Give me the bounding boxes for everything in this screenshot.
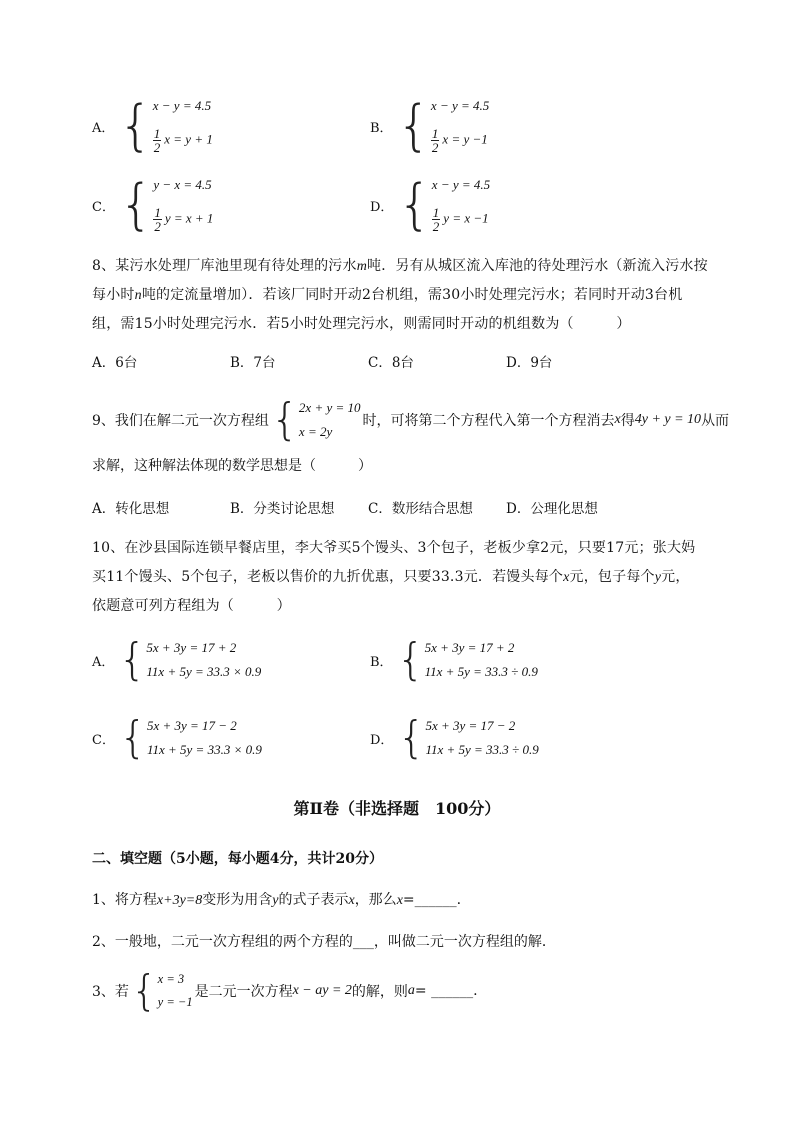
question-10: 10、在沙县国际连锁早餐店里，李大爷买5个馒头、3个包子，老板少拿2元，只要17元；张大妈 买11个馒头、5个包子，老板以售价的九折优惠，只要33.3元．若馒头每个x元，包子每个y元， 依题意可列方程组为（ ） bbox=[92, 540, 696, 614]
equation-system: { 5x + 3y = 17 − 2 11x + 5y = 33.3 × 0.9 bbox=[118, 712, 262, 763]
q7-option-c bbox=[92, 173, 214, 236]
q9-choices bbox=[92, 497, 598, 517]
fraction: $\frac{1}{2}$ bbox=[431, 126, 439, 155]
q10-option-a bbox=[92, 634, 262, 685]
brace-icon: { bbox=[396, 94, 431, 157]
option-label: C． bbox=[92, 732, 115, 748]
equation-line-1: x − y = 4.5 bbox=[430, 98, 490, 113]
equation-system: { 2x + y = 10 x = 2y bbox=[270, 394, 361, 445]
choice-a: A．转化思想 bbox=[92, 501, 170, 517]
brace-icon: { bbox=[118, 94, 153, 157]
option-label: D． bbox=[370, 732, 394, 748]
fill-question-3: 3、若 { x = 3 y = −1 是二元一次方程 x − ay = 2 的解，则 a = ______. bbox=[92, 966, 478, 1015]
q8-choices bbox=[92, 351, 552, 371]
fill-question-2: 2、一般地，二元一次方程组的两个方程的___，叫做二元一次方程组的解． bbox=[92, 934, 556, 950]
brace-icon: { bbox=[397, 712, 426, 763]
option-label: A． bbox=[92, 120, 115, 136]
q10-option-b bbox=[370, 634, 538, 685]
equation-line-2: y = x −1 bbox=[443, 210, 489, 226]
q10-option-d bbox=[370, 712, 539, 763]
brace-icon: { bbox=[118, 173, 154, 236]
fraction: $\frac{1}{2}$ bbox=[432, 205, 440, 234]
choice-a: A．6台 bbox=[92, 355, 138, 371]
choice-d: D．9台 bbox=[506, 355, 553, 371]
section-heading: 二、填空题（5小题，每小题4分，共计20分） bbox=[92, 851, 383, 867]
q7-option-b bbox=[370, 94, 490, 157]
brace-icon: { bbox=[118, 712, 147, 763]
option-label: B． bbox=[370, 654, 393, 670]
fraction: $\frac{1}{2}$ bbox=[153, 126, 161, 155]
equation-system: { 5x + 3y = 17 + 2 11x + 5y = 33.3 × 0.9 bbox=[118, 634, 262, 685]
equation-line-2: y = x + 1 bbox=[164, 210, 214, 226]
equation-line-2: x = y −1 bbox=[442, 131, 488, 147]
option-label: D． bbox=[370, 199, 394, 215]
equation-system bbox=[118, 94, 213, 157]
choice-c: C．数形结合思想 bbox=[368, 501, 473, 517]
option-label: A． bbox=[92, 654, 115, 670]
question-8: 8、某污水处理厂库池里现有待处理的污水m吨．另有从城区流入库池的待处理污水（新流入污水按 每小时n吨的定流量增加）．若该厂同时开动2台机组，需30小时处理完污水；若同时开动3台机 组，需15小时处理完污水．若5小时处理完污水，则需同时开动的机组数为（ ） bbox=[92, 258, 708, 332]
brace-icon: { bbox=[118, 634, 147, 685]
section-title: 第Ⅱ卷（非选择题 100分） bbox=[293, 799, 501, 818]
equation-system bbox=[118, 173, 214, 236]
brace-icon: { bbox=[270, 394, 299, 445]
equation-line-1: x − y = 4.5 bbox=[431, 177, 491, 192]
equation-line-2: x = y + 1 bbox=[164, 131, 213, 147]
brace-icon: { bbox=[397, 173, 432, 236]
brace-icon: { bbox=[396, 634, 425, 685]
choice-b: B．7台 bbox=[230, 355, 276, 371]
q10-option-c bbox=[92, 712, 262, 763]
q7-option-a bbox=[92, 94, 213, 157]
equation-system: { 5x + 3y = 17 + 2 11x + 5y = 33.3 ÷ 0.9 bbox=[396, 634, 538, 685]
equation-system bbox=[396, 94, 490, 157]
choice-c: C．8台 bbox=[368, 355, 414, 371]
equation-line-1: x − y = 4.5 bbox=[152, 98, 212, 113]
fill-question-1: 1、将方程x+3y=8变形为用含y的式子表示x，那么x=______. bbox=[92, 892, 462, 908]
question-9-line-1: 9、我们在解二元一次方程组 { 2x + y = 10 x = 2y 时，可将第二个方程代入第一个方程消去 x 得 4y + y = 10 从而 bbox=[92, 394, 730, 445]
equation-line-1: y − x = 4.5 bbox=[153, 177, 212, 192]
equation-system bbox=[397, 173, 491, 236]
equation-system: { 5x + 3y = 17 − 2 11x + 5y = 33.3 ÷ 0.9 bbox=[397, 712, 539, 763]
equation-system: { x = 3 y = −1 bbox=[130, 966, 193, 1015]
choice-b: B．分类讨论思想 bbox=[230, 501, 335, 517]
choice-d: D．公理化思想 bbox=[506, 501, 598, 517]
brace-icon: { bbox=[130, 966, 158, 1015]
fraction: $\frac{1}{2}$ bbox=[154, 205, 161, 234]
q7-option-d bbox=[370, 173, 491, 236]
option-label: C． bbox=[92, 199, 115, 215]
question-9-line-2: 求解，这种解法体现的数学思想是（ ） bbox=[92, 458, 372, 474]
option-label: B． bbox=[370, 120, 393, 136]
